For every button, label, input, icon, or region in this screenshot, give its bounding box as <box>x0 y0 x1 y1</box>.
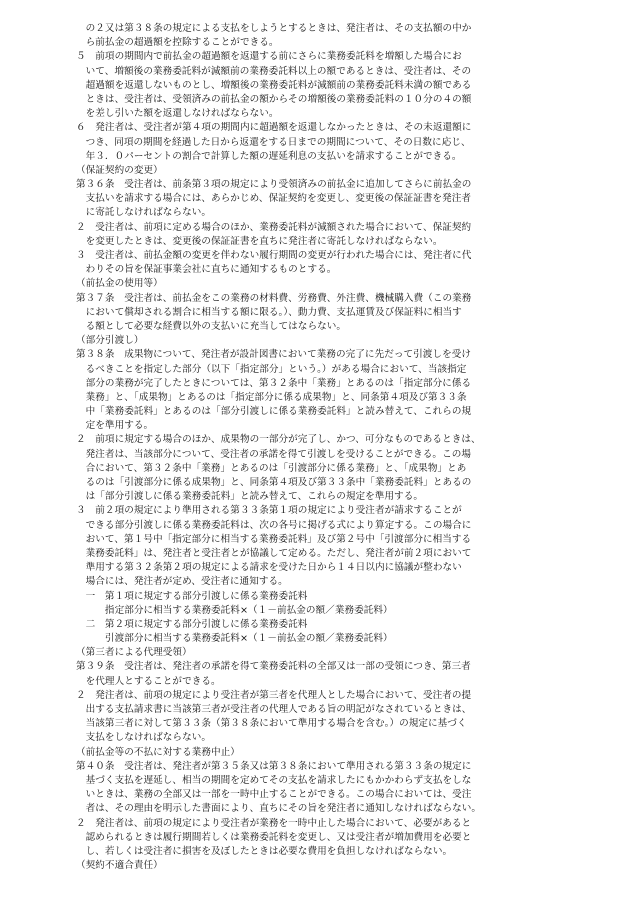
formula-line: 引渡部分に相当する業務委託料×（１－前払金の額／業務委託料） <box>76 633 393 645</box>
text-line: 当該第三者に対して第３３条（第３８条において準用する場合を含む。）の規定に基づく <box>76 718 467 730</box>
text-line: 合において、第３２条中「業務」とあるのは「引渡部分に係る業務」と、「成果物」とあ <box>76 462 467 474</box>
section-heading: （前払金等の不払に対する業務中止） <box>76 746 240 758</box>
text-line: に寄託しなければならない。 <box>76 207 212 219</box>
article-line: 第４０条 受注者は、発注者が第３５条又は第３８条において準用される第３３条の規定に <box>76 760 472 772</box>
text-line: ら前払金の超過額を控除することができる。 <box>76 37 279 49</box>
text-line: る額として必要な経費以外の支払いに充当してはならない。 <box>76 320 347 332</box>
document-page <box>76 22 556 873</box>
text-line: ときは、受注者は、受領済みの前払金の額からその増額後の業務委託料の１０分の４の額 <box>76 93 472 105</box>
formula-line: 指定部分に相当する業務委託料×（１－前払金の額／業務委託料） <box>76 604 393 616</box>
text-line: ３ 受注者は、前払金額の変更を伴わない履行期間の変更が行われた場合には、発注者に代 <box>76 250 472 261</box>
text-line: の２又は第３８条の規定による支払をしようとするときは、発注者は、その支払額の中か <box>76 23 472 34</box>
text-line: 認められるときは履行期間若しくは業務委託料を変更し、又は受注者が増加費用を必要と <box>76 831 472 843</box>
text-line: を変更したときは、変更後の保証証書を直ちに発注者に寄託しなければならない。 <box>76 235 443 247</box>
text-line: ２ 発注者は、前項の規定により受注者が第三者を代理人とした場合において、受注者の提 <box>76 689 472 701</box>
text-line: ６ 発注者は、受注者が第４項の期間内に超過額を返還しなかったときは、その未返還額に <box>76 122 472 134</box>
text-line: いて、増額後の業務委託料が減額前の業務委託料以上の額であるときは、受注者は、その <box>76 65 472 77</box>
text-line: つき、同項の期間を経過した日から返還をする日までの期間について、その日数に応じ、 <box>76 136 471 148</box>
text-line: 者は、その理由を明示した書面により、直ちにその旨を発注者に通知しなければならない。 <box>76 803 482 815</box>
text-line: は「部分引渡しに係る業務委託料」と読み替えて、これらの規定を準用する。 <box>76 491 423 503</box>
text-line: できる部分引渡しに係る業務委託料は、次の各号に掲げる式により算定する。この場合に <box>76 519 472 531</box>
text-line: 場合には、発注者が定め、受注者に通知する。 <box>76 576 288 588</box>
article-line: 第３８条 成果物について、発注者が設計図書において業務の完了に先だって引渡しを受け <box>76 349 472 361</box>
section-heading: （契約不適合責任） <box>76 860 163 872</box>
section-heading: （前払金の使用等） <box>76 278 163 290</box>
text-line: 発注者は、当該部分について、受注者の承諾を得て引渡しを受けることができる。この場 <box>76 448 472 460</box>
text-line: 年３．０パーセントの割合で計算した額の遅延利息の支払いを請求することができる。 <box>76 150 462 162</box>
text-line: 準用する第３２条第２項の規定による請求を受けた日から１４日以内に協議が整わない <box>76 562 462 574</box>
text-line: 基づく支払を遅延し、相当の期間を定めてその支払を請求したにもかかわらず支払をしな <box>76 774 472 786</box>
text-line: 二 第２項に規定する部分引渡しに係る業務委託料 <box>76 618 308 630</box>
text-line: 支払いを請求する場合には、あらかじめ、保証契約を変更し、変更後の保証証書を発注者 <box>76 193 472 205</box>
text-line: いときは、業務の全部又は一部を一時中止することができる。この場合においては、受注 <box>76 789 472 801</box>
text-line: おいて、第１号中「指定部分に相当する業務委託料」及び第２号中「引渡部分に相当する <box>76 533 472 545</box>
text-line: を代理人とすることができる。 <box>76 675 221 687</box>
text-line: 一 第１項に規定する部分引渡しに係る業務委託料 <box>76 590 308 602</box>
text-line: を差し引いた額を返還しなければならない。 <box>76 108 279 120</box>
section-heading: （第三者による代理受領） <box>76 647 192 659</box>
text-line: 業務」と、「成果物」とあるのは「指定部分に係る成果物」と、同条第４項及び第３３条 <box>76 391 467 403</box>
text-line: ２ 発注者は、前項の規定により受注者が業務を一時中止した場合において、必要があると <box>76 817 472 829</box>
text-line: ２ 受注者は、前項に定める場合のほか、業務委託料が減額された場合において、保証契約 <box>76 221 472 233</box>
text-line: ３ 前２項の規定により準用される第３３条第１項の規定により受注者が請求することが <box>76 505 462 517</box>
text-line: るのは「引渡部分に係る成果物」と、同条第４項及び第３３条中「業務委託料」とあるの <box>76 477 472 488</box>
text-line: 定を準用する。 <box>76 420 154 432</box>
text-line: 出する支払請求書に当該第三者が受注者の代理人である旨の明記がなされているときは、 <box>76 704 472 715</box>
section-heading: （部分引渡し） <box>76 335 144 347</box>
text-line: 支払をしなければならない。 <box>76 732 212 744</box>
text-line: 中「業務委託料」とあるのは「部分引渡しに係る業務委託料」と読み替えて、これらの規 <box>76 406 472 418</box>
article-line: 第３６条 受注者は、前条第３項の規定により受領済みの前払金に追加してさらに前払金の <box>76 179 472 191</box>
text-line: 超過額を返還しないものとし、増額後の業務委託料が減額前の業務委託料未満の額である <box>76 79 472 91</box>
text-line: ２ 前項に規定する場合のほか、成果物の一部分が完了し、かつ、可分なものであるときは、 <box>76 434 481 446</box>
text-line: において償却される割合に相当する額に限る。）、動力費、支払運賃及び保証料に相当す <box>76 306 462 318</box>
section-heading: （保証契約の変更） <box>76 164 163 176</box>
text-line: し、若しくは受注者に損害を及ぼしたときは必要な費用を負担しなければならない。 <box>76 845 453 857</box>
text-line: ５ 前項の期間内で前払金の超過額を返還する前にさらに業務委託料を増額した場合にお <box>76 51 462 63</box>
text-line: るべきことを指定した部分（以下「指定部分」という。）がある場合において、当該指定 <box>76 363 467 375</box>
article-line: 第３７条 受注者は、前払金をこの業務の材料費、労務費、外注費、機械購入費（この業務 <box>76 292 472 304</box>
text-line: 部分の業務が完了したときについては、第３２条中「業務」とあるのは「指定部分に係る <box>76 377 472 389</box>
text-line: 業務委託料」は、発注者と受注者とが協議して定める。ただし、発注者が前２項において <box>76 547 472 559</box>
text-line: わりその旨を保証事業会社に直ちに通知するものとする。 <box>76 264 337 276</box>
article-line: 第３９条 受注者は、発注者の承諾を得て業務委託料の全部又は一部の受領につき、第三者 <box>76 661 471 673</box>
